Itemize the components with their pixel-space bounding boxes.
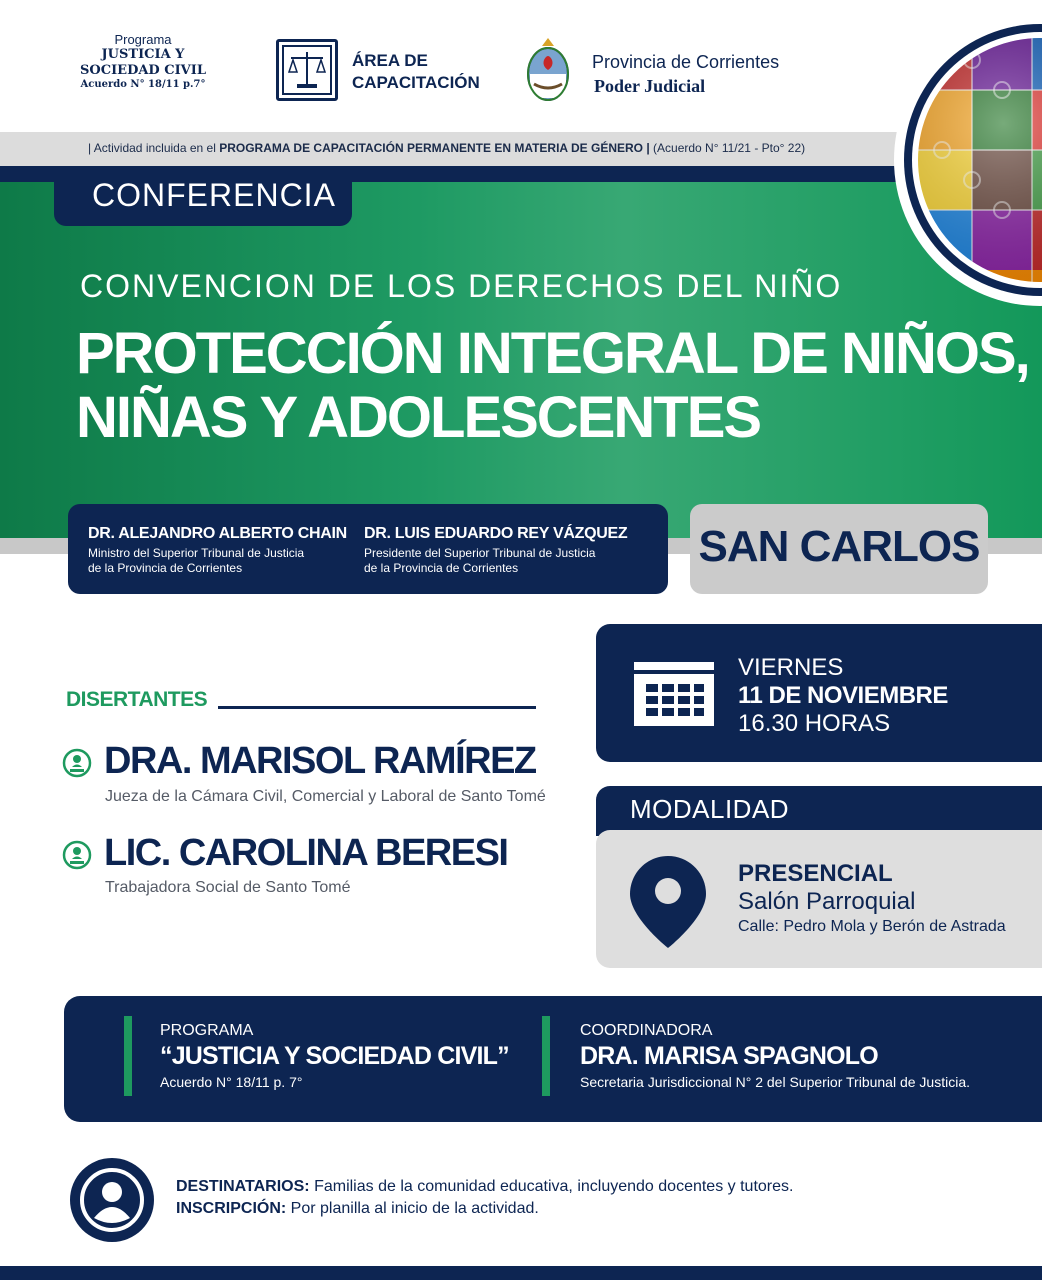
registration-line [176, 1200, 539, 1218]
programa-logo-line3: SOCIEDAD CIVIL [80, 63, 206, 78]
programa-logo-line1: Programa [114, 32, 172, 47]
banner-program: PROGRAMA DE CAPACITACIÓN PERMANENTE EN MATERIA DE GÉNERO | [219, 141, 650, 155]
event-title-line1: PROTECCIÓN INTEGRAL DE NIÑOS, [76, 321, 1029, 386]
authority-role [88, 546, 304, 576]
event-day: VIERNES [738, 654, 844, 681]
program-note: Acuerdo N° 18/11 p. 7° [160, 1074, 303, 1090]
coordinator-note: Secretaria Jurisdiccional N° 2 del Superior Tribunal de Justicia. [580, 1074, 971, 1090]
authority-role-line1: Presidente del Superior Tribunal de Justicia [364, 546, 596, 560]
program-name: “JUSTICIA Y SOCIEDAD CIVIL” [160, 1042, 509, 1070]
speaker-icon [62, 748, 92, 778]
speakers-label: DISERTANTES [66, 688, 208, 711]
programa-logo [58, 32, 228, 90]
coordinator-name: DRA. MARISA SPAGNOLO [580, 1042, 878, 1070]
programa-logo-line4: Acuerdo N° 18/11 p.7° [80, 79, 206, 90]
city-name: SAN CARLOS [698, 522, 980, 571]
poder-judicial-name: Poder Judicial [594, 76, 706, 96]
speaker-role: Jueza de la Cámara Civil, Comercial y Laboral de Santo Tomé [105, 788, 546, 805]
speaker-name: DRA. MARISOL RAMÍREZ [104, 740, 536, 782]
authority-role-line2: de la Provincia de Corrientes [88, 561, 243, 575]
speaker-role: Trabajadora Social de Santo Tomé [105, 879, 351, 896]
provincia-name: Provincia de Corrientes [592, 52, 780, 72]
event-title-line2: NIÑAS Y ADOLESCENTES [76, 385, 761, 450]
recipients-label: DESTINATARIOS: [176, 1178, 310, 1195]
banner-suffix: (Acuerdo N° 11/21 - Pto° 22) [649, 141, 806, 155]
banner-text [88, 141, 805, 155]
registration-text: Por planilla al inicio de la actividad. [286, 1200, 539, 1217]
modality-heading: MODALIDAD [630, 794, 790, 824]
modality-place: Salón Parroquial [738, 888, 916, 915]
recipients-text: Familias de la comunidad educativa, incluyendo docentes y tutores. [309, 1178, 794, 1195]
accent-bar [542, 1016, 550, 1096]
scales-icon [276, 39, 338, 101]
authority-role-line1: Ministro del Superior Tribunal de Justicia [88, 546, 305, 560]
area-capacitacion-logo-text [352, 50, 480, 94]
user-icon [70, 1158, 154, 1242]
authority-role-line2: de la Provincia de Corrientes [364, 561, 519, 575]
program-label: PROGRAMA [160, 1022, 254, 1039]
coordinator-label: COORDINADORA [580, 1022, 713, 1039]
conference-tag-label: CONFERENCIA [92, 177, 336, 213]
authority-name: DR. ALEJANDRO ALBERTO CHAIN [88, 525, 347, 542]
speaker-name: LIC. CAROLINA BERESI [104, 832, 508, 874]
programa-logo-line2: JUSTICIA Y [101, 47, 185, 62]
location-pin-icon [630, 856, 706, 948]
modality-type: PRESENCIAL [738, 860, 893, 887]
banner-prefix: | Actividad incluida en el [88, 141, 220, 155]
speaker-icon [62, 840, 92, 870]
bottom-bar [0, 1266, 1042, 1280]
registration-label: INSCRIPCIÓN: [176, 1200, 287, 1217]
puzzle-globe-icon [892, 10, 1042, 306]
event-time: 16.30 HORAS [738, 710, 891, 737]
area-line2: CAPACITACIÓN [352, 73, 480, 92]
event-title [76, 322, 1029, 450]
event-subtitle: CONVENCION DE LOS DERECHOS DEL NIÑO [80, 268, 843, 304]
recipients-line [176, 1178, 793, 1196]
coat-of-arms-icon [524, 34, 572, 104]
modality-address: Calle: Pedro Mola y Berón de Astrada [738, 918, 1006, 935]
event-date: 11 DE NOVIEMBRE [738, 682, 948, 709]
area-line1: ÁREA DE [352, 51, 428, 70]
authority-name: DR. LUIS EDUARDO REY VÁZQUEZ [364, 525, 628, 542]
calendar-icon [634, 662, 714, 726]
speakers-divider [218, 706, 536, 709]
accent-bar [124, 1016, 132, 1096]
authority-role [364, 546, 595, 576]
